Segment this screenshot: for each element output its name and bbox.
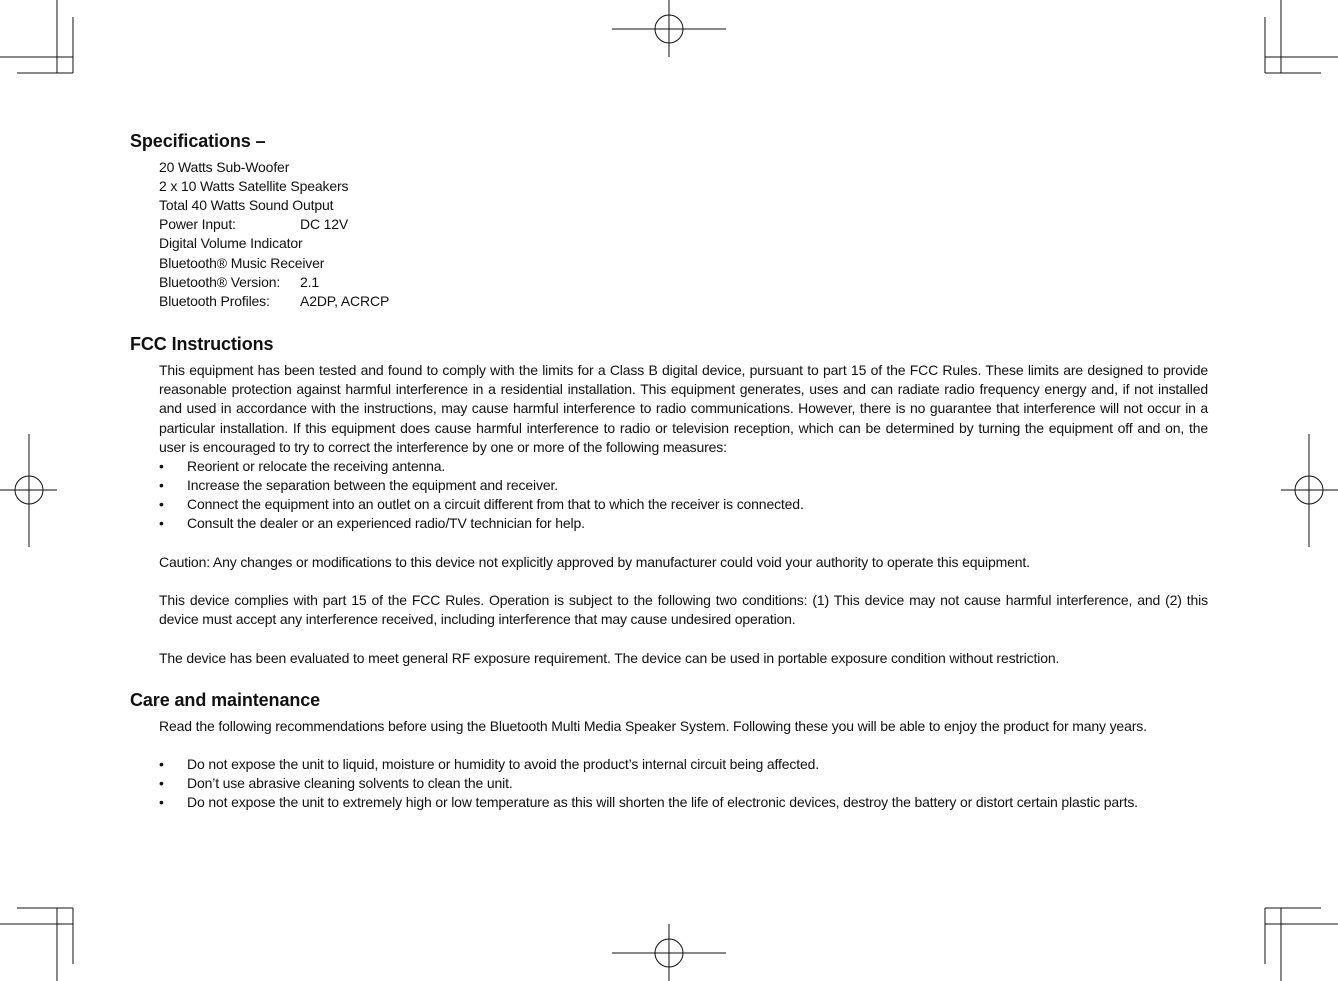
fcc-caution-paragraph: Caution: Any changes or modifications to this device not explicitly approved by manufacturer could void your authority to operate this equipment. [159, 554, 1030, 570]
care-bullet-item [159, 755, 1208, 774]
bullet-marker: • [159, 477, 164, 493]
spec-line: Total 40 Watts Sound Output [159, 197, 334, 213]
bullet-marker: • [159, 496, 164, 512]
spec-power-input [159, 215, 348, 234]
bullet-marker: • [159, 458, 164, 474]
fcc-compliance-paragraph: This device complies with part 15 of the FCC Rules. Operation is subject to the following two conditions: (1) This device may not cause harmful interference, and (2) this device must accept any interference received, including interference that may cause undesired operation. [159, 592, 1208, 628]
fcc-bullet-item [159, 514, 1208, 533]
fcc-bullet-item [159, 476, 1208, 495]
spec-label: Bluetooth Profiles: [159, 293, 270, 309]
spec-line: 20 Watts Sub-Woofer [159, 159, 290, 175]
bullet-marker: • [159, 515, 164, 531]
spec-value: DC 12V [300, 216, 349, 232]
spec-line: Digital Volume Indicator [159, 235, 303, 251]
bullet-marker: • [159, 775, 164, 791]
bullet-marker: • [159, 756, 164, 772]
spec-line: Bluetooth® Music Receiver [159, 255, 325, 271]
bullet-text: Reorient or relocate the receiving antenna. [187, 458, 446, 474]
spec-label: Bluetooth® Version: [159, 274, 281, 290]
care-heading: Care and maintenance [130, 690, 321, 710]
care-bullet-item [159, 774, 1208, 793]
bullet-text: Consult the dealer or an experienced radio/TV technician for help. [187, 515, 585, 531]
bullet-text: Don’t use abrasive cleaning solvents to clean the unit. [187, 775, 513, 791]
bullet-text: Do not expose the unit to extremely high or low temperature as this will shorten the life of electronic devices, destroy the battery or distort certain plastic parts. [187, 794, 1138, 810]
spec-bluetooth-version [159, 273, 319, 292]
spec-bluetooth-profiles [159, 292, 389, 311]
spec-line: 2 x 10 Watts Satellite Speakers [159, 178, 349, 194]
care-bullet-item [159, 793, 1208, 812]
fcc-bullet-item [159, 457, 1208, 476]
specifications-heading: Specifications – [130, 131, 266, 151]
spec-label: Power Input: [159, 216, 236, 232]
spec-value: A2DP, ACRCP [300, 293, 390, 309]
bullet-text: Do not expose the unit to liquid, moisture or humidity to avoid the product’s internal circuit being affected. [187, 756, 820, 772]
bullet-text: Increase the separation between the equipment and receiver. [187, 477, 558, 493]
fcc-rf-exposure-paragraph: The device has been evaluated to meet general RF exposure requirement. The device can be used in portable exposure condition without restriction. [159, 650, 1060, 666]
fcc-heading: FCC Instructions [130, 334, 274, 354]
fcc-bullet-item [159, 495, 1208, 514]
spec-value: 2.1 [300, 274, 320, 290]
bullet-marker: • [159, 794, 164, 810]
fcc-intro-paragraph: This equipment has been tested and found to comply with the limits for a Class B digital device, pursuant to part 15 of the FCC Rules. These limits are designed to provide reasonable protection against harmful interference in a residential installation. This equipment generates, uses and can radiate radio frequency energy and, if not installed and used in accordance with the instructions, may cause harmful interference to radio communications. However, there is no guarantee that interference will not occur in a particular installation. If this equipment does cause harmful interference to radio or television reception, which can be determined by turning the equipment off and on, the user is encouraged to try to correct the interference by one or more of the following measures: [159, 362, 1208, 455]
care-intro-paragraph: Read the following recommendations before using the Bluetooth Multi Media Speaker System. Following these you will be able to enjoy the product for many years. [159, 718, 1147, 734]
bullet-text: Connect the equipment into an outlet on a circuit different from that to which the receiver is connected. [187, 496, 804, 512]
